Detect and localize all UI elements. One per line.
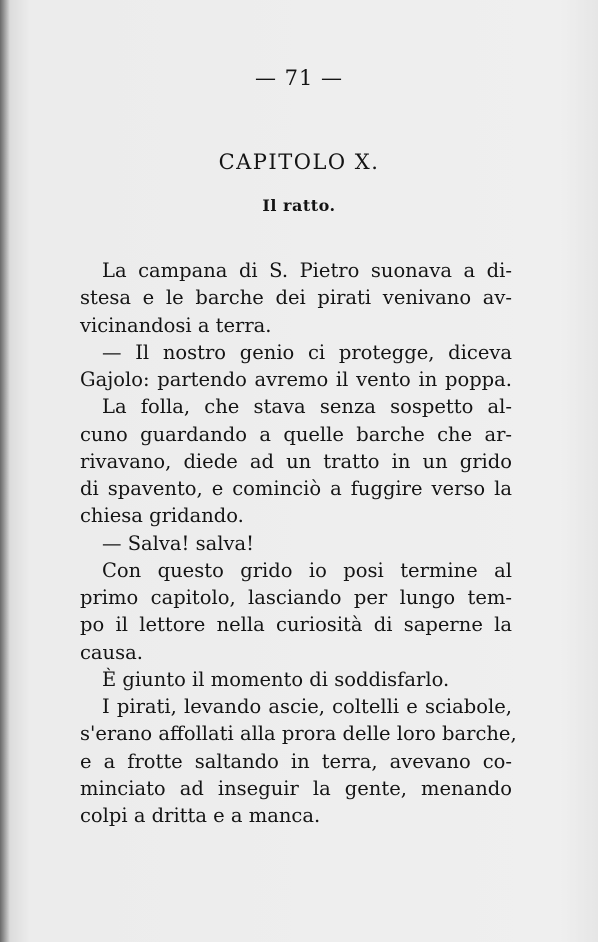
chapter-subtitle: Il ratto.: [262, 196, 336, 215]
chapter-title: CAPITOLO X.: [218, 150, 380, 174]
text-line: minciato ad inseguir la gente, menando: [80, 776, 512, 800]
text-line: La campana di S. Pietro suonava a di-: [102, 259, 512, 282]
text-line: È giunto il momento di soddisfarlo.: [102, 667, 450, 691]
text-line: Gajolo: partendo avremo il vento in poppa.: [80, 368, 512, 391]
text-line: po il lettore nella curiosità di saperne la: [80, 613, 512, 637]
text-line: Con questo grido io posi termine al: [102, 558, 512, 582]
text-line: chiesa gridando.: [80, 504, 244, 528]
text-line: s'erano affollati alla prora delle loro barche,: [80, 722, 517, 746]
text-line: cuno guardando a quelle barche che ar-: [80, 422, 512, 446]
text-line: La folla, che stava senza sospetto al-: [102, 395, 512, 419]
text-line: rivavano, diede ad un tratto in un grido: [80, 449, 512, 473]
text-line: colpi a dritta e a manca.: [80, 804, 321, 827]
text-line: di spavento, e cominciò a fuggire verso la: [80, 477, 512, 500]
text-line: stesa e le barche dei pirati venivano av-: [80, 286, 512, 310]
text-line: — Salva! salva!: [102, 531, 254, 555]
text-line: e a frotte saltando in terra, avevano co-: [80, 749, 512, 773]
text-line: primo capitolo, lasciando per lungo tem-: [80, 586, 512, 609]
text-line: I pirati, levando ascie, coltelli e sciabole,: [102, 695, 512, 718]
text-line: causa.: [80, 640, 143, 664]
text-line: — Il nostro genio ci protegge, diceva: [102, 340, 512, 364]
text-line: vicinandosi a terra.: [80, 313, 272, 337]
page-number: — 71 —: [254, 66, 344, 90]
body-text: [80, 257, 517, 829]
